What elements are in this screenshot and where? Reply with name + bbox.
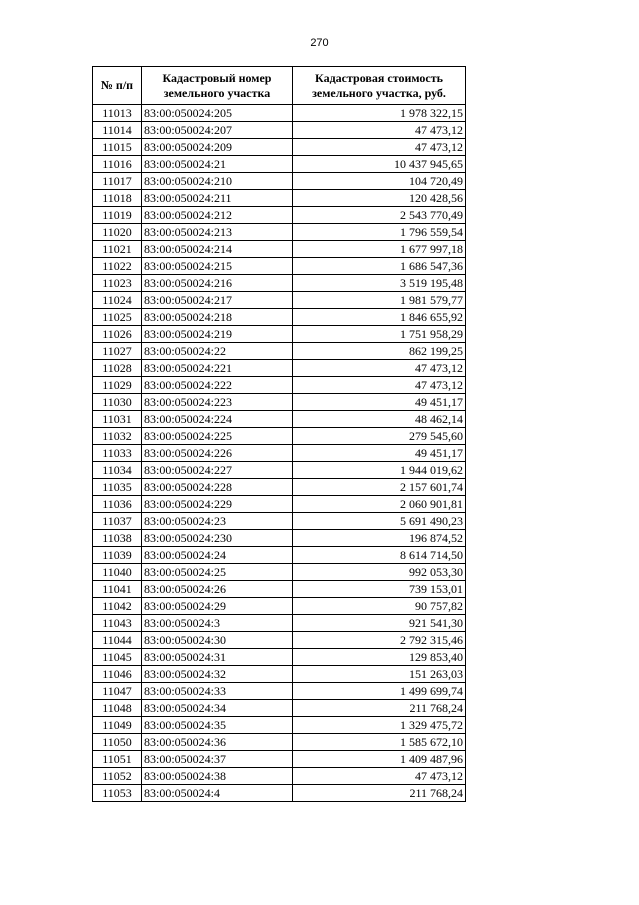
cadastral-number-cell: 83:00:050024:217 [142, 292, 293, 309]
cadastral-number-cell: 83:00:050024:23 [142, 513, 293, 530]
cadastral-number-cell: 83:00:050024:25 [142, 564, 293, 581]
cadastral-value-cell: 49 451,17 [293, 394, 466, 411]
cadastral-number-cell: 83:00:050024:219 [142, 326, 293, 343]
cadastral-number-cell: 83:00:050024:229 [142, 496, 293, 513]
row-number-cell: 11032 [93, 428, 142, 445]
cadastral-value-cell: 129 853,40 [293, 649, 466, 666]
table-row [93, 734, 466, 751]
row-number-cell: 11014 [93, 122, 142, 139]
table-row [93, 377, 466, 394]
table-row [93, 547, 466, 564]
table-row [93, 530, 466, 547]
table-row [93, 785, 466, 802]
cadastral-value-cell: 992 053,30 [293, 564, 466, 581]
cadastral-number-cell: 83:00:050024:224 [142, 411, 293, 428]
cadastral-number-cell: 83:00:050024:214 [142, 241, 293, 258]
cadastral-number-cell: 83:00:050024:213 [142, 224, 293, 241]
table-row [93, 343, 466, 360]
cadastral-number-cell: 83:00:050024:215 [142, 258, 293, 275]
table-row [93, 564, 466, 581]
cadastral-value-cell: 2 157 601,74 [293, 479, 466, 496]
row-number-cell: 11044 [93, 632, 142, 649]
row-number-cell: 11017 [93, 173, 142, 190]
table-row [93, 190, 466, 207]
cadastral-value-cell: 1 944 019,62 [293, 462, 466, 479]
row-number-cell: 11022 [93, 258, 142, 275]
row-number-cell: 11013 [93, 105, 142, 122]
table-row [93, 156, 466, 173]
row-number-cell: 11043 [93, 615, 142, 632]
table-row [93, 768, 466, 785]
cadastral-number-cell: 83:00:050024:22 [142, 343, 293, 360]
table-row [93, 581, 466, 598]
cadastral-number-cell: 83:00:050024:209 [142, 139, 293, 156]
cadastral-value-cell: 1 677 997,18 [293, 241, 466, 258]
table-row [93, 122, 466, 139]
row-number-cell: 11042 [93, 598, 142, 615]
row-number-cell: 11030 [93, 394, 142, 411]
row-number-cell: 11029 [93, 377, 142, 394]
cadastral-number-cell: 83:00:050024:37 [142, 751, 293, 768]
cadastral-number-cell: 83:00:050024:226 [142, 445, 293, 462]
cadastral-value-cell: 151 263,03 [293, 666, 466, 683]
row-number-cell: 11016 [93, 156, 142, 173]
row-number-cell: 11015 [93, 139, 142, 156]
table-row [93, 700, 466, 717]
cadastral-value-cell: 47 473,12 [293, 768, 466, 785]
cadastral-number-cell: 83:00:050024:211 [142, 190, 293, 207]
cadastral-number-cell: 83:00:050024:4 [142, 785, 293, 802]
row-number-cell: 11026 [93, 326, 142, 343]
cadastral-value-cell: 48 462,14 [293, 411, 466, 428]
cadastral-value-cell: 5 691 490,23 [293, 513, 466, 530]
cadastral-value-cell: 1 329 475,72 [293, 717, 466, 734]
cadastral-value-cell: 1 585 672,10 [293, 734, 466, 751]
table-row [93, 462, 466, 479]
table-row [93, 105, 466, 122]
cadastral-value-cell: 2 060 901,81 [293, 496, 466, 513]
cadastral-value-cell: 1 499 699,74 [293, 683, 466, 700]
cadastral-number-cell: 83:00:050024:223 [142, 394, 293, 411]
table-row [93, 598, 466, 615]
table-row [93, 360, 466, 377]
cadastral-number-cell: 83:00:050024:225 [142, 428, 293, 445]
row-number-cell: 11052 [93, 768, 142, 785]
cadastral-number-cell: 83:00:050024:222 [142, 377, 293, 394]
cadastral-number-cell: 83:00:050024:210 [142, 173, 293, 190]
page-number: 270 [310, 37, 329, 49]
table-row [93, 615, 466, 632]
header-cadastral-number: Кадастровый номер земельного участка [142, 67, 293, 105]
row-number-cell: 11045 [93, 649, 142, 666]
header-row [93, 67, 466, 105]
table-row [93, 428, 466, 445]
cadastral-value-cell: 47 473,12 [293, 377, 466, 394]
row-number-cell: 11041 [93, 581, 142, 598]
row-number-cell: 11020 [93, 224, 142, 241]
table-row [93, 207, 466, 224]
cadastral-value-cell: 1 409 487,96 [293, 751, 466, 768]
cadastral-number-cell: 83:00:050024:218 [142, 309, 293, 326]
cadastral-value-cell: 1 846 655,92 [293, 309, 466, 326]
table-row [93, 649, 466, 666]
row-number-cell: 11028 [93, 360, 142, 377]
row-number-cell: 11050 [93, 734, 142, 751]
table-row [93, 632, 466, 649]
row-number-cell: 11023 [93, 275, 142, 292]
header-row-number: № п/п [93, 67, 142, 105]
cadastral-number-cell: 83:00:050024:32 [142, 666, 293, 683]
cadastral-number-cell: 83:00:050024:230 [142, 530, 293, 547]
cadastral-value-cell: 1 751 958,29 [293, 326, 466, 343]
table-row [93, 683, 466, 700]
row-number-cell: 11033 [93, 445, 142, 462]
cadastral-value-cell: 862 199,25 [293, 343, 466, 360]
table-header [93, 67, 466, 105]
row-number-cell: 11018 [93, 190, 142, 207]
cadastral-number-cell: 83:00:050024:36 [142, 734, 293, 751]
cadastral-value-cell: 211 768,24 [293, 700, 466, 717]
table-row [93, 309, 466, 326]
table-row [93, 445, 466, 462]
cadastral-value-cell: 10 437 945,65 [293, 156, 466, 173]
row-number-cell: 11047 [93, 683, 142, 700]
cadastral-number-cell: 83:00:050024:34 [142, 700, 293, 717]
cadastral-value-cell: 2 543 770,49 [293, 207, 466, 224]
table-row [93, 411, 466, 428]
cadastral-number-cell: 83:00:050024:221 [142, 360, 293, 377]
table-row [93, 224, 466, 241]
header-cadastral-value: Кадастровая стоимость земельного участка, руб. [293, 67, 466, 105]
table-body [93, 105, 466, 802]
cadastral-value-cell: 49 451,17 [293, 445, 466, 462]
cadastral-value-cell: 47 473,12 [293, 139, 466, 156]
table-row [93, 292, 466, 309]
cadastral-value-cell: 1 686 547,36 [293, 258, 466, 275]
row-number-cell: 11048 [93, 700, 142, 717]
cadastral-value-cell: 2 792 315,46 [293, 632, 466, 649]
row-number-cell: 11021 [93, 241, 142, 258]
row-number-cell: 11053 [93, 785, 142, 802]
cadastral-value-cell: 47 473,12 [293, 122, 466, 139]
cadastral-number-cell: 83:00:050024:30 [142, 632, 293, 649]
cadastral-value-cell: 279 545,60 [293, 428, 466, 445]
row-number-cell: 11034 [93, 462, 142, 479]
cadastral-number-cell: 83:00:050024:38 [142, 768, 293, 785]
row-number-cell: 11037 [93, 513, 142, 530]
row-number-cell: 11031 [93, 411, 142, 428]
cadastral-value-cell: 1 978 322,15 [293, 105, 466, 122]
cadastral-number-cell: 83:00:050024:207 [142, 122, 293, 139]
cadastral-number-cell: 83:00:050024:205 [142, 105, 293, 122]
cadastral-value-cell: 90 757,82 [293, 598, 466, 615]
cadastral-number-cell: 83:00:050024:212 [142, 207, 293, 224]
row-number-cell: 11027 [93, 343, 142, 360]
row-number-cell: 11051 [93, 751, 142, 768]
cadastral-value-cell: 921 541,30 [293, 615, 466, 632]
cadastral-value-cell: 739 153,01 [293, 581, 466, 598]
row-number-cell: 11025 [93, 309, 142, 326]
table-row [93, 496, 466, 513]
cadastral-number-cell: 83:00:050024:228 [142, 479, 293, 496]
table-row [93, 717, 466, 734]
cadastral-number-cell: 83:00:050024:33 [142, 683, 293, 700]
row-number-cell: 11038 [93, 530, 142, 547]
row-number-cell: 11049 [93, 717, 142, 734]
table-row [93, 513, 466, 530]
cadastral-number-cell: 83:00:050024:227 [142, 462, 293, 479]
cadastral-number-cell: 83:00:050024:3 [142, 615, 293, 632]
cadastral-number-cell: 83:00:050024:24 [142, 547, 293, 564]
table-row [93, 479, 466, 496]
cadastral-number-cell: 83:00:050024:26 [142, 581, 293, 598]
cadastral-number-cell: 83:00:050024:35 [142, 717, 293, 734]
table-row [93, 394, 466, 411]
cadastral-value-cell: 3 519 195,48 [293, 275, 466, 292]
row-number-cell: 11036 [93, 496, 142, 513]
row-number-cell: 11039 [93, 547, 142, 564]
cadastral-value-cell: 104 720,49 [293, 173, 466, 190]
table-row [93, 173, 466, 190]
cadastral-number-cell: 83:00:050024:31 [142, 649, 293, 666]
cadastral-number-cell: 83:00:050024:21 [142, 156, 293, 173]
cadastral-value-cell: 1 796 559,54 [293, 224, 466, 241]
row-number-cell: 11019 [93, 207, 142, 224]
cadastral-value-cell: 8 614 714,50 [293, 547, 466, 564]
cadastral-value-cell: 47 473,12 [293, 360, 466, 377]
cadastral-value-cell: 211 768,24 [293, 785, 466, 802]
cadastral-number-cell: 83:00:050024:216 [142, 275, 293, 292]
cadastral-value-cell: 120 428,56 [293, 190, 466, 207]
cadastral-number-cell: 83:00:050024:29 [142, 598, 293, 615]
cadastral-value-cell: 196 874,52 [293, 530, 466, 547]
table-row [93, 275, 466, 292]
table-row [93, 258, 466, 275]
row-number-cell: 11040 [93, 564, 142, 581]
table-row [93, 241, 466, 258]
row-number-cell: 11024 [93, 292, 142, 309]
cadastral-value-table [92, 66, 466, 802]
table-row [93, 139, 466, 156]
cadastral-value-cell: 1 981 579,77 [293, 292, 466, 309]
row-number-cell: 11046 [93, 666, 142, 683]
row-number-cell: 11035 [93, 479, 142, 496]
table-row [93, 326, 466, 343]
table-row [93, 666, 466, 683]
table-row [93, 751, 466, 768]
